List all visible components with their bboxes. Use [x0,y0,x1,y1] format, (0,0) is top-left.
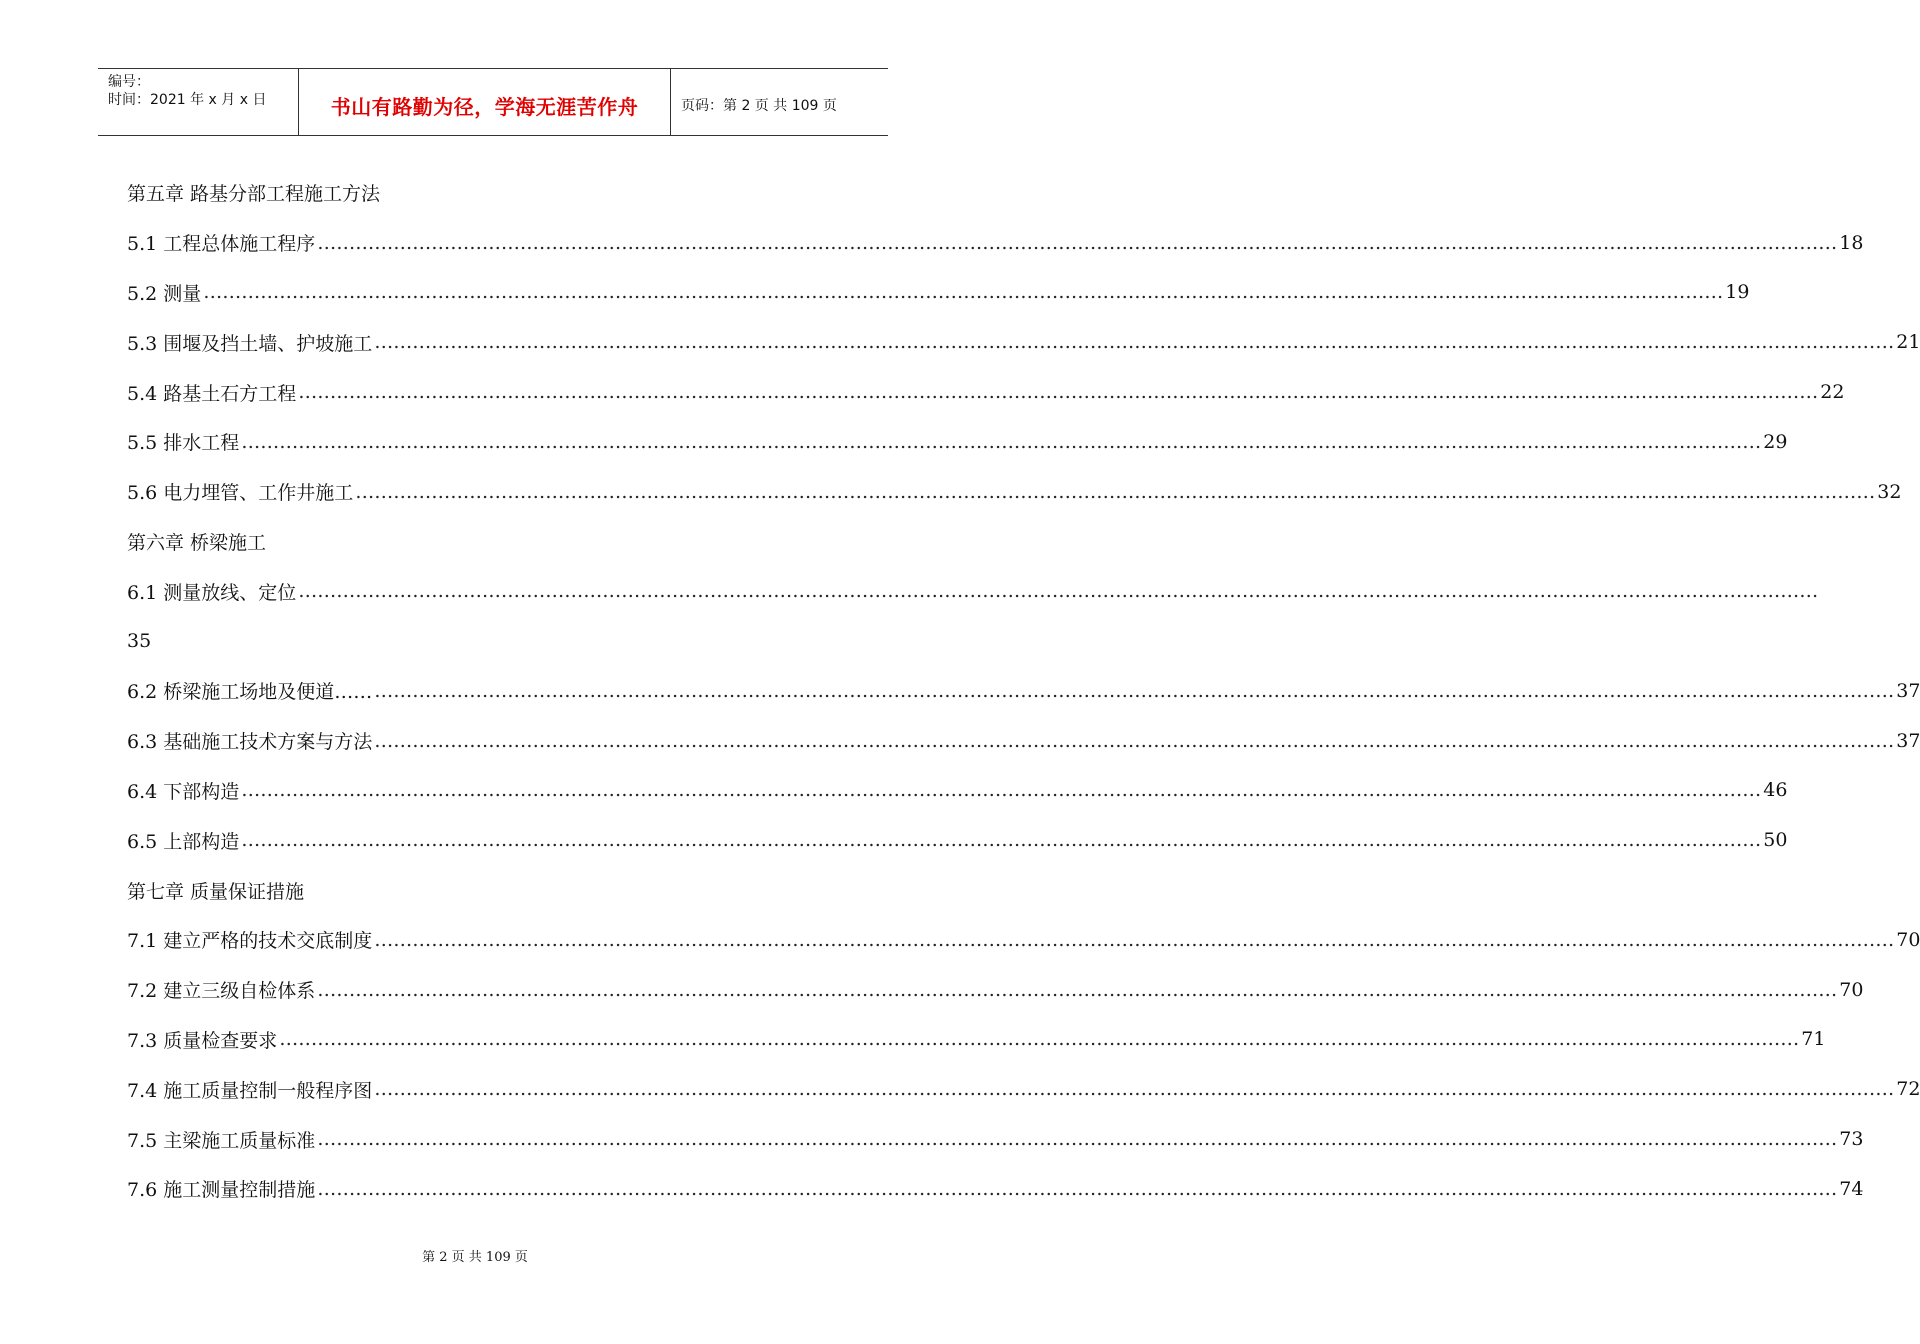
toc-dot-leader: …………………………………………………………………………………………………………………………………………………………………………………………………………………… [298,580,1819,603]
toc-entry-label: 7.2 建立三级自检体系 [127,980,316,1003]
toc-entry-page: 21 [1896,331,1920,354]
page-footer: 第 2 页 共 109 页 [422,1250,528,1265]
toc-entry [127,716,1920,766]
toc-entry-label: 5.5 排水工程 [127,432,240,455]
toc-entry [127,865,854,915]
toc-entry-label: 6.1 测量放线、定位 [127,581,297,604]
toc-entry-label: 5.1 工程总体施工程序 [127,233,316,256]
toc-entry [127,168,854,218]
toc-entry-label: 6.3 基础施工技术方案与方法 [127,731,373,754]
toc-entry-page: 72 [1896,1078,1920,1101]
toc-entry-label: 7.6 施工测量控制措施 [127,1179,316,1202]
toc-entry-page: 37 [1896,679,1920,702]
toc-entry [127,367,1845,417]
toc-entry-label: 7.5 主梁施工质量标准 [127,1129,316,1152]
toc-entry [127,467,1902,517]
toc-dot-leader: …………………………………………………………………………………………………………………………………………………………………………………………………………………… [355,480,1876,503]
doc-time-label: 时间：2021 年 x 月 x 日 [108,92,267,108]
table-of-contents [127,168,1920,1214]
toc-dot-leader: …………………………………………………………………………………………………………………………………………………………………………………………………………………… [317,231,1838,254]
toc-entry-label: 7.4 施工质量控制一般程序图 [127,1079,373,1102]
toc-entry-label: 5.3 围堰及挡土墙、护坡施工 [127,332,373,355]
toc-entry-page: 32 [1877,480,1902,503]
doc-code-label: 编号： [108,74,150,90]
toc-entry-page: 29 [1763,430,1788,453]
toc-entry [127,965,1864,1015]
toc-entry [127,417,1788,467]
toc-dot-leader: …………………………………………………………………………………………………………………………………………………………………………………………………………………… [374,679,1895,702]
toc-entry [127,915,1920,965]
toc-entry [127,268,1750,318]
toc-entry-page: 37 [1896,729,1920,752]
toc-entry [127,566,1819,616]
toc-dot-leader: …………………………………………………………………………………………………………………………………………………………………………………………………………………… [241,779,1762,802]
toc-entry-page: 73 [1839,1128,1864,1151]
toc-entry-label: 6.4 下部构造 [127,780,240,803]
toc-entry [127,666,1920,716]
toc-entry-page: 70 [1896,928,1920,951]
header-motto: 书山有路勤为径，学海无涯苦作舟 [299,69,671,135]
toc-entry-page: 22 [1820,381,1845,404]
toc-entry [127,616,854,666]
header-page-info: 页码：第 2 页 共 109 页 [681,98,837,114]
toc-entry-label: 6.2 桥梁施工场地及便道…… [127,681,373,704]
toc-entry [127,1164,1864,1214]
toc-dot-leader: …………………………………………………………………………………………………………………………………………………………………………………………………………………… [298,381,1819,404]
toc-dot-leader: …………………………………………………………………………………………………………………………………………………………………………………………………………………… [374,1078,1895,1101]
toc-entry [127,815,1788,865]
toc-dot-leader: …………………………………………………………………………………………………………………………………………………………………………………………………………………… [241,430,1762,453]
toc-dot-leader: …………………………………………………………………………………………………………………………………………………………………………………………………………………… [317,1128,1838,1151]
toc-entry-label: 5.2 测量 [127,282,202,305]
toc-entry-label: 7.1 建立严格的技术交底制度 [127,930,373,953]
toc-entry [127,1015,1826,1065]
toc-entry [127,766,1788,816]
toc-entry-label: 5.6 电力埋管、工作井施工 [127,482,354,505]
toc-entry [127,218,1864,268]
toc-dot-leader: …………………………………………………………………………………………………………………………………………………………………………………………………………………… [374,331,1895,354]
toc-entry-page: 18 [1839,231,1864,254]
toc-entry-label: 第七章 质量保证措施 [127,880,305,903]
toc-entry-page: 46 [1763,779,1788,802]
toc-dot-leader: …………………………………………………………………………………………………………………………………………………………………………………………………………………… [203,281,1724,304]
toc-entry-page: 71 [1801,1028,1826,1051]
header-meta [98,69,299,135]
toc-entry-label: 7.3 质量检查要求 [127,1029,278,1052]
toc-entry-page: 74 [1839,1177,1864,1200]
toc-entry-label: 第六章 桥梁施工 [127,531,267,554]
toc-entry [127,317,1920,367]
toc-entry-label: 35 [127,630,152,653]
toc-entry-label: 5.4 路基土石方工程 [127,382,297,405]
toc-entry-label: 6.5 上部构造 [127,830,240,853]
toc-dot-leader: …………………………………………………………………………………………………………………………………………………………………………………………………………………… [241,829,1762,852]
toc-dot-leader: …………………………………………………………………………………………………………………………………………………………………………………………………………………… [374,928,1895,951]
toc-entry-page: 50 [1763,829,1788,852]
toc-dot-leader: …………………………………………………………………………………………………………………………………………………………………………………………………………………… [374,729,1895,752]
toc-entry [127,1064,1920,1114]
toc-dot-leader: …………………………………………………………………………………………………………………………………………………………………………………………………………………… [317,1177,1838,1200]
toc-dot-leader: …………………………………………………………………………………………………………………………………………………………………………………………………………………… [317,978,1838,1001]
toc-entry [127,1114,1864,1164]
toc-entry-page: 19 [1725,281,1750,304]
toc-entry [127,517,854,567]
page-header [98,68,888,136]
toc-entry-page: 70 [1839,978,1864,1001]
toc-dot-leader: …………………………………………………………………………………………………………………………………………………………………………………………………………………… [279,1028,1800,1051]
toc-entry-label: 第五章 路基分部工程施工方法 [127,183,381,206]
